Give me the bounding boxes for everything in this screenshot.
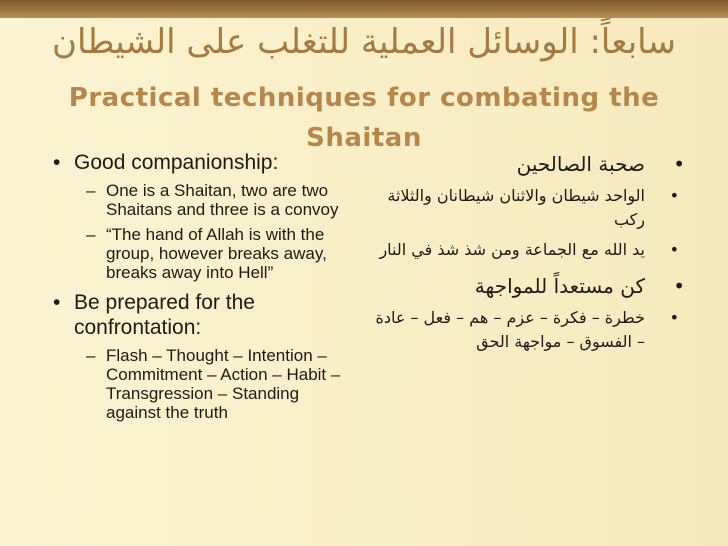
sub-bullet-text: الواحد شيطان والاثنان شيطانان والثلاثة ركب: [387, 186, 645, 229]
sub-bullet-item: [48, 346, 358, 422]
bullet-text: Be prepared for the confrontation:: [74, 291, 255, 339]
arabic-sub-bullet-item: [370, 184, 685, 232]
arabic-title: سابعاً: الوسائل العملية للتغلب على الشيطان: [51, 22, 677, 62]
bullet-dot: •: [53, 151, 61, 174]
bullet-text: صحبة الصالحين: [516, 152, 645, 176]
bullet-dot: •: [673, 274, 685, 298]
bullet-dot: •: [53, 291, 61, 314]
sub-bullet-text: Flash – Thought – Intention – Commitment – Action – Habit – Transgression – Standing against the truth: [106, 346, 341, 422]
bullet-item-good-companionship: [48, 150, 358, 175]
bullet-item-be-prepared: [48, 290, 358, 340]
arabic-bullet-item: [370, 150, 685, 178]
bullet-text: Good companionship:: [74, 151, 279, 174]
arabic-sub-bullet-item: [370, 306, 685, 354]
sub-bullet-dash: –: [86, 225, 96, 244]
arabic-bullet-item: [370, 272, 685, 300]
top-decorative-band: [0, 0, 728, 18]
bullet-dot: •: [669, 186, 679, 205]
sub-bullet-text: “The hand of Allah is with the group, however breaks away, breaks away into Hell”: [106, 225, 327, 282]
bullet-text: كن مستعداً للمواجهة: [474, 274, 645, 298]
bullet-dot: •: [673, 152, 685, 176]
bullet-dot: •: [669, 240, 679, 259]
sub-bullet-text: خطرة – فكرة – عزم – هم – فعل – عادة – الفسوق – مواجهة الحق: [375, 308, 645, 351]
sub-bullet-text: يد الله مع الجماعة ومن شذ شذ في النار: [379, 240, 645, 259]
arabic-sub-bullet-item: [370, 238, 685, 262]
english-title: Practical techniques for combating the Shaitan: [68, 83, 660, 153]
left-bullet-column: [48, 150, 358, 422]
sub-bullet-dash: –: [86, 181, 96, 200]
sub-bullet-text: One is a Shaitan, two are two Shaitans and three is a convoy: [106, 181, 339, 219]
sub-bullet-dash: –: [86, 346, 96, 365]
bullet-dot: •: [669, 308, 679, 327]
sub-bullet-item: [48, 225, 358, 282]
right-bullet-column-arabic: [370, 150, 685, 354]
sub-bullet-item: [48, 181, 358, 219]
